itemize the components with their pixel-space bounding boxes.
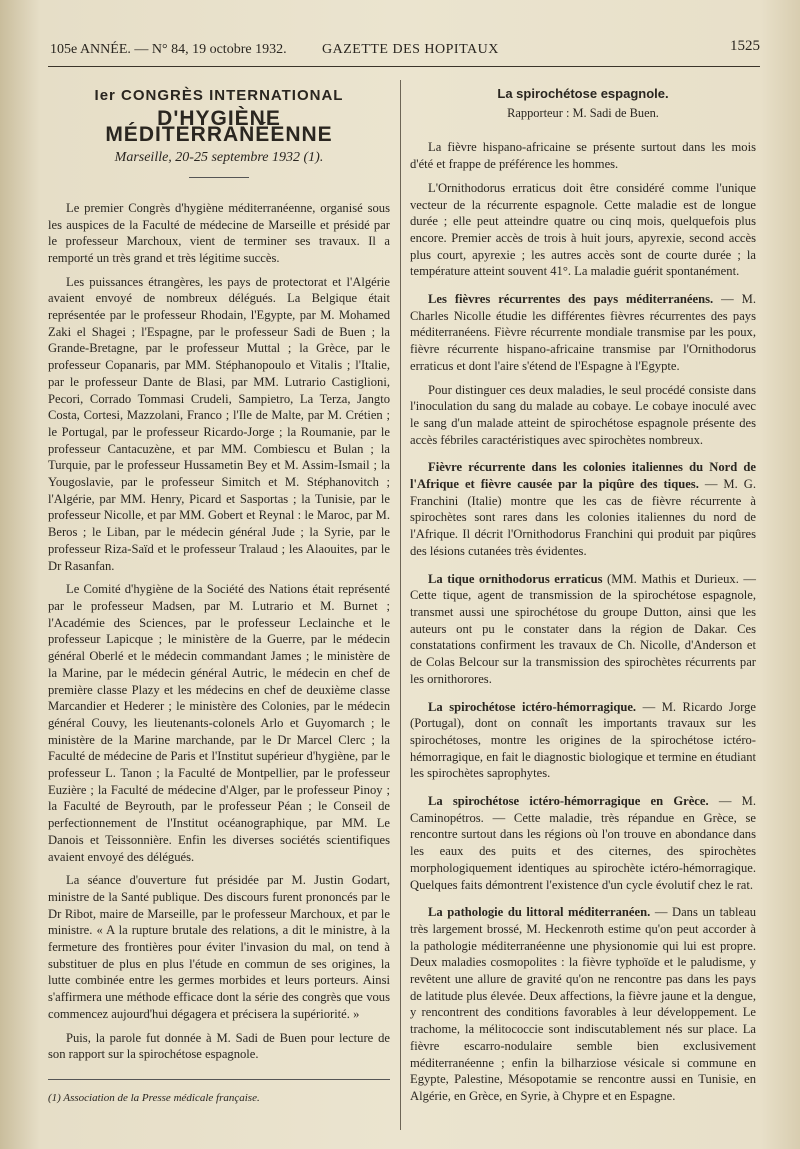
section-heading: La pathologie du littoral méditerranéen. [428, 905, 651, 920]
section-paragraph [410, 904, 756, 1104]
section-body: — M. Charles Nicolle étudie les différentes fièvres récurrentes des pays méditerranéens. Fièvre récurrente mondiale transmise par les poux, fièvre récurrente hispano-africaine transmise par l'Ornithodorus erraticus et dont l'aire s'étend de l'Espagne à l'Egypte. [410, 292, 756, 373]
issue-info: 105e ANNÉE. — N° 84, 19 octobre 1932. [50, 42, 287, 57]
page-number: 1525 [730, 38, 760, 54]
article-subtitle: Marseille, 20-25 septembre 1932 (1). [114, 150, 324, 166]
report-rapporteur: Rapporteur : M. Sadi de Buen. [507, 105, 659, 120]
left-column [48, 86, 390, 1107]
paragraph: Les puissances étrangères, les pays de protectorat et l'Algérie avaient envoyé de nombreux délégués. La Belgique était représentée par le professeur Rhodain, l'Egypte, par M. Mohamed Zaki el Shagei ; l'Espagne, par le professeur Sadi de Buen ; la Grande-Bretagne, par le professeur Muttal ; la Grèce, par le professeur Copanaris, par MM. Stéphanopoulo et Vitalis ; l'Italie, par le professeur Dante de Blasi, par MM. Lutrario Castiglioni, Pecori, Corrado Tommasi Crudeli, Sampietro, La Terza, Jangto Costa, Cortesi, Mazzolani, Franco ; l'Ile de Malte, par M. Crétien ; le Portugal, par le professeur Ricardo-Jorge ; la Roumanie, par le professeur Cantacuzène, et par MM. Combiescu et Bulan ; la Turquie, par le professeur Hussametin Bey et M. Assim-Ismail ; la Yougoslavie, par le professeur Simitch et M. Stéphanovitch ; l'Algérie, par MM. Henry, Picard et Sasportas ; la Tunisie, par le professeur Nicolle, et par MM. Gobert et Reynal : le Maroc, par M. Beros ; le Liban, par le médecin général Jude ; la Syrie, par le professeur Riza-Saïd et le professeur Tralaud ; les Alaouites, par le Dr Rasanfan. [48, 274, 390, 573]
footnote: (1) Association de la Presse médicale française. [48, 1091, 260, 1104]
section-body: — M. Ricardo Jorge (Portugal), dont on connaît les importants travaux sur les spirochétoses, montre les origines de la spirochétose ictéro-hémorragique, en fait le diagnostic biologique et termine en étudiant les spirochètes saprophytes. [410, 699, 756, 781]
journal-title: GAZETTE DES HOPITAUX [322, 42, 499, 57]
section-body: — M. G. Franchini (Italie) montre que les cas de fièvre récurrente à spirochètes sont rares dans les colonies italiennes du nord de l'Afrique. Il décrit l'Ornithodorus Franchini qui produit par piqûres des lésions cutanées très évidentes. [410, 477, 757, 558]
section-body: — M. Caminopétros. — Cette maladie, très répandue en Grèce, se rencontre surtout dans les régions où l'on trouve en abondance dans les eaux des puits et des citernes, des spirochètes morphologiquement identiques au spirochète ictéro-hémorragique. Quelques faits démontrent l'existence d'un cycle évolutif chez le rat. [410, 794, 756, 892]
paragraph: Le Comité d'hygiène de la Société des Nations était représenté par le professeur Madsen, par M. Lutrario et M. Burnet ; l'Académie des Sciences, par le professeur Leclainche et le professeur Lapicque ; le ministère de la Guerre, par le médecin général Oberlé et le médecin commandant James ; le ministère de la Marine, par le médecin général Autric, le médecin en chef de première classe Plazy et les médecins en chef de deuxième classe Marcandier et Hederer ; le ministère des Colonies, par le médecin général Couvy, les lieutenants-colonels Arlo et Guyomarch ; le ministère de la Marine marchande, par le Dr Marcel Clerc ; la Faculté de médecine de Paris et l'Institut supérieur d'hygiène, par le professeur L. Tanon ; la Faculté de Montpellier, par le professeur Euzière ; la Faculté de médecine d'Alger, par le professeur Pinoy ; la Faculté de Beyrouth, par le professeur Péan ; le Conseil de perfectionnement de l'Institut océanographique, par MM. Le Danois et Teissonnière. Enfin les diverses sociétés scientifiques avaient envoyé des délégués. [48, 582, 390, 864]
section-body: (MM. Mathis et Durieux. — Cette tique, agent de transmission de la spirochétose espagnole, transmet aussi une spirochétose du groupe Dutton, ainsi que les auteurs ont pu le constater dans la région de Dakar. Ces constatations confirment les travaux de Ch. Nicolle, d'Anderson et de Colas Belcour sur la transmission des spirochètes récurrents par les ornithorores. [410, 571, 756, 686]
section-heading: La spirochétose ictéro-hémorragique en Grèce. [428, 794, 709, 809]
column-divider [400, 80, 401, 1130]
section-paragraph [410, 699, 756, 783]
section-paragraph [410, 793, 756, 893]
paragraph: Le premier Congrès d'hygiène méditerranéenne, organisé sous les auspices de la Faculté de médecine de Marseille et présidé par le professeur Marchoux, vient de terminer ses travaux. Il a remporté un très grand et très légitime succès. [48, 200, 390, 265]
section-paragraph [410, 459, 756, 559]
right-column [410, 86, 756, 1112]
title-separator [189, 177, 249, 178]
section-paragraph [410, 291, 756, 375]
section-heading: La tique ornithodorus erraticus [428, 571, 603, 586]
section-heading: Fièvre récurrente dans les colonies italiennes du Nord de l'Afrique et fièvre causée par la piqûre des tiques. [410, 460, 756, 492]
section-heading: La spirochétose ictéro-hémorragique. [428, 699, 637, 714]
section-paragraph [410, 571, 756, 688]
page-header [50, 38, 760, 66]
article-title-line2: D'HYGIÈNE MÉDITERRANÉENNE [105, 106, 333, 147]
footnote-rule [48, 1079, 390, 1080]
section-heading: Les fièvres récurrentes des pays méditerranéens. [428, 292, 714, 307]
paragraph: La fièvre hispano-africaine se présente surtout dans les mois d'été et frappe de préférence les hommes. [410, 140, 756, 172]
paragraph: L'Ornithodorus erraticus doit être considéré comme l'unique vecteur de la récurrente espagnole. Cette maladie est de longue durée ; elle peut atteindre quatre ou cinq mois, quelquefois plus encore. Premier accès de trois à huit jours, apyrexie, second accès plus court, apyrexie ; les autres accès sont de courte durée ; la température atteint souvent 41°. La maladie guérit spontanément. [410, 180, 756, 279]
article-title-line1: Ier CONGRÈS INTERNATIONAL [94, 87, 344, 104]
paragraph: Puis, la parole fut donnée à M. Sadi de Buen pour lecture de son rapport sur la spirochétose espagnole. [48, 1030, 390, 1062]
report-title: La spirochétose espagnole. [497, 86, 669, 101]
paragraph: La séance d'ouverture fut présidée par M. Justin Godart, ministre de la Santé publique. Des discours furent prononcés par le Dr Ribot, maire de Marseille, par le professeur Marchoux, et par le ministre. « A la rupture brutale des relations, a dit le ministre, à la fermeture des frontières pour éviter l'invasion du mal, on tend à substituer de plus en plus l'étude en commun de ses origines, la lutte combinée entre les germes morbides et leurs porteurs. Ainsi s'affirmera une méthode efficace dont la série des congrès que vous commencez aujourd'hui dégagera et précisera la supériorité. » [48, 873, 390, 1021]
header-rule [48, 66, 760, 67]
paragraph: Pour distinguer ces deux maladies, le seul procédé consiste dans l'inoculation du sang du malade au cobaye. Le cobaye inoculé avec le sang d'un malade atteint de spirochétose espagnole présente des accès fébriles caractéristiques avec spirochètes nombreux. [410, 382, 756, 447]
section-body: — Dans un tableau très largement brossé, M. Heckenroth estime qu'on peut accorder à la pathologie méditerranéenne une physionomie qui lui est propre. Deux maladies cosmopolites : la fièvre typhoïde et le paludisme, y revêtent une allure de gravité qu'on ne rencontre pas dans les pays de latitude plus élevée. Deux affections, la fièvre jaune et la dengue, y rencontrent des conditions favorables à leur développement. Le trachome, la mélitococcie sont indiscutablement nés sur place. La fièvre escarro-nodulaire semble bien exclusivement méditerranéenne ; enfin la bilharziose vésicale si commune en Egypte, Palestine, Mésopotamie se rencontre aussi en Tunisie, en Algérie, en Grèce, en Syrie, à Chypre et en Espagne. [410, 905, 756, 1103]
